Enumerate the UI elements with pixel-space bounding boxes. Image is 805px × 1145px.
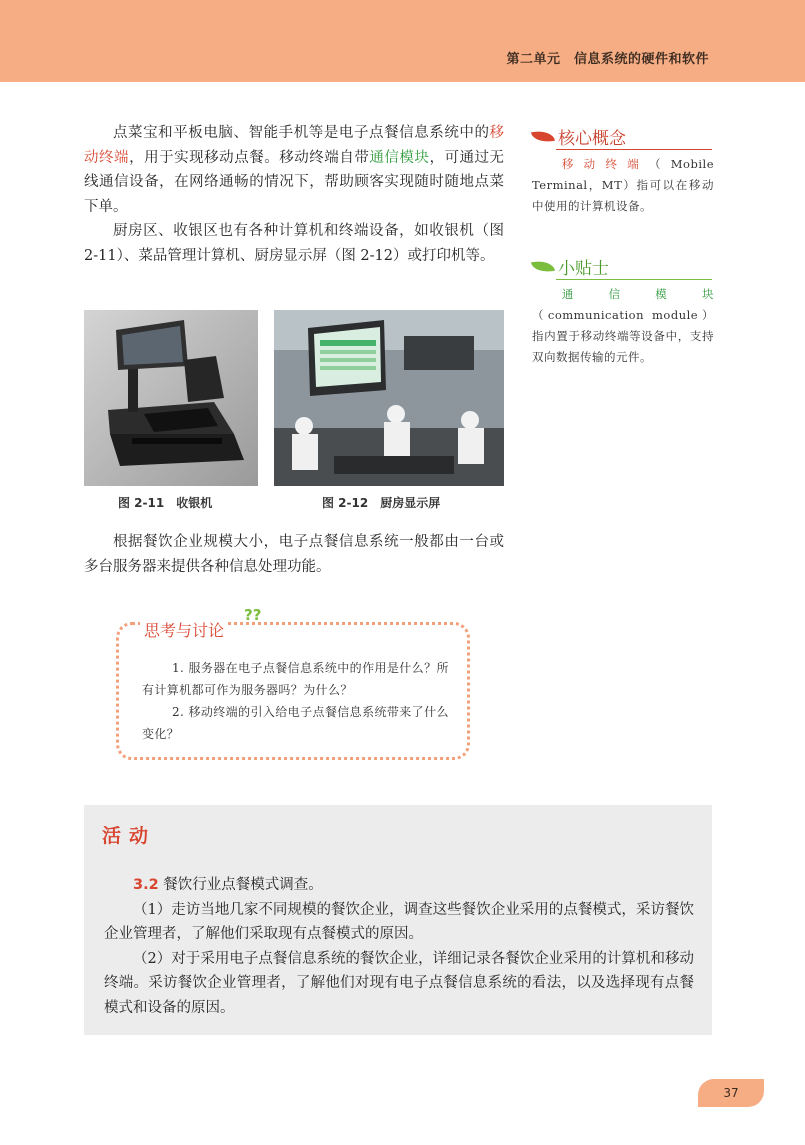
discussion-question-1: 1. 服务器在电子点餐信息系统中的作用是什么？所有计算机都可作为服务器吗？为什么？	[142, 661, 449, 697]
unit-title: 第二单元 信息系统的硬件和软件	[506, 52, 709, 67]
tip-text: （communication module）指内置于移动终端等设备中，支持双向数据传输的元件。	[532, 308, 714, 364]
term-communication-module: 通信模块	[369, 149, 430, 166]
cash-register-photo	[84, 310, 258, 486]
tip-rule	[556, 279, 712, 280]
question-marks-icon: ??	[244, 606, 262, 624]
core-concept-rule	[556, 149, 712, 150]
core-concept-body	[532, 154, 714, 217]
paragraph-kitchen-devices: 厨房区、收银区也有各种计算机和终端设备，如收银机（图 2-11）、菜品管理计算机、厨房显示屏（图 2-12）或打印机等。	[84, 223, 504, 264]
activity-title: 活动	[102, 825, 157, 847]
figure-2-11-caption: 图 2-11 收银机	[118, 496, 213, 510]
activity-item-1: （1）走访当地几家不同规模的餐饮企业，调查这些餐饮企业采用的点餐模式，采访餐饮企业管理者，了解他们采取现有点餐模式的原因。	[104, 901, 694, 942]
main-text-bottom	[84, 530, 504, 579]
activity-item-2: （2）对于采用电子点餐信息系统的餐饮企业，详细记录各餐饮企业采用的计算机和移动终端。采访餐饮企业管理者，了解他们对现有电子点餐信息系统的看法，以及选择现有点餐模式和设备的原因。	[104, 950, 694, 1016]
tip-body	[532, 284, 714, 368]
paragraph-mobile-terminal	[84, 121, 504, 219]
term-mobile-terminal: 移动终端	[84, 125, 504, 166]
header-band	[0, 0, 805, 82]
activity-number: 3.2	[133, 877, 159, 893]
activity-heading	[104, 873, 694, 898]
sidebar-core-concept	[532, 124, 714, 217]
green-leaf-icon	[531, 258, 555, 275]
main-text-top	[84, 121, 504, 268]
para1-part-b: ，用于实现移动点餐。移动终端自带	[129, 149, 370, 166]
para1-part-c: ，可通过无线通信设备，在网络通畅的情况下，帮助顾客实现随时随地点菜下单。	[84, 149, 505, 215]
core-concept-term: 移动终端	[561, 157, 649, 171]
kitchen-display-photo	[274, 310, 504, 486]
core-concept-text: （Mobile Terminal，MT）指可以在移动中使用的计算机设备。	[532, 157, 714, 213]
red-leaf-icon	[531, 128, 555, 145]
para1-part-a: 点菜宝和平板电脑、智能手机等是电子点餐信息系统中的	[113, 125, 490, 141]
discussion-question-2: 2. 移动终端的引入给电子点餐信息系统带来了什么变化？	[142, 705, 449, 741]
paragraph-server: 根据餐饮企业规模大小，电子点餐信息系统一般都由一台或多台服务器来提供各种信息处理功能。	[84, 534, 504, 575]
tip-term: 通信模块	[561, 287, 714, 301]
cash-register-illustration	[84, 310, 258, 486]
activity-body	[104, 873, 694, 1020]
core-concept-header	[532, 124, 714, 150]
sidebar-tip	[532, 254, 714, 368]
tip-title: 小贴士	[558, 259, 609, 279]
core-concept-title: 核心概念	[558, 129, 626, 149]
discussion-body	[142, 657, 452, 745]
figure-2-12-caption: 图 2-12 厨房显示屏	[322, 496, 441, 510]
activity-heading-text: 餐饮行业点餐模式调查。	[163, 877, 323, 893]
page-number: 37	[698, 1079, 764, 1107]
tip-header	[532, 254, 714, 280]
kitchen-display-illustration	[274, 310, 504, 486]
discussion-title: 思考与讨论	[140, 618, 228, 641]
activity-panel	[84, 805, 712, 1035]
